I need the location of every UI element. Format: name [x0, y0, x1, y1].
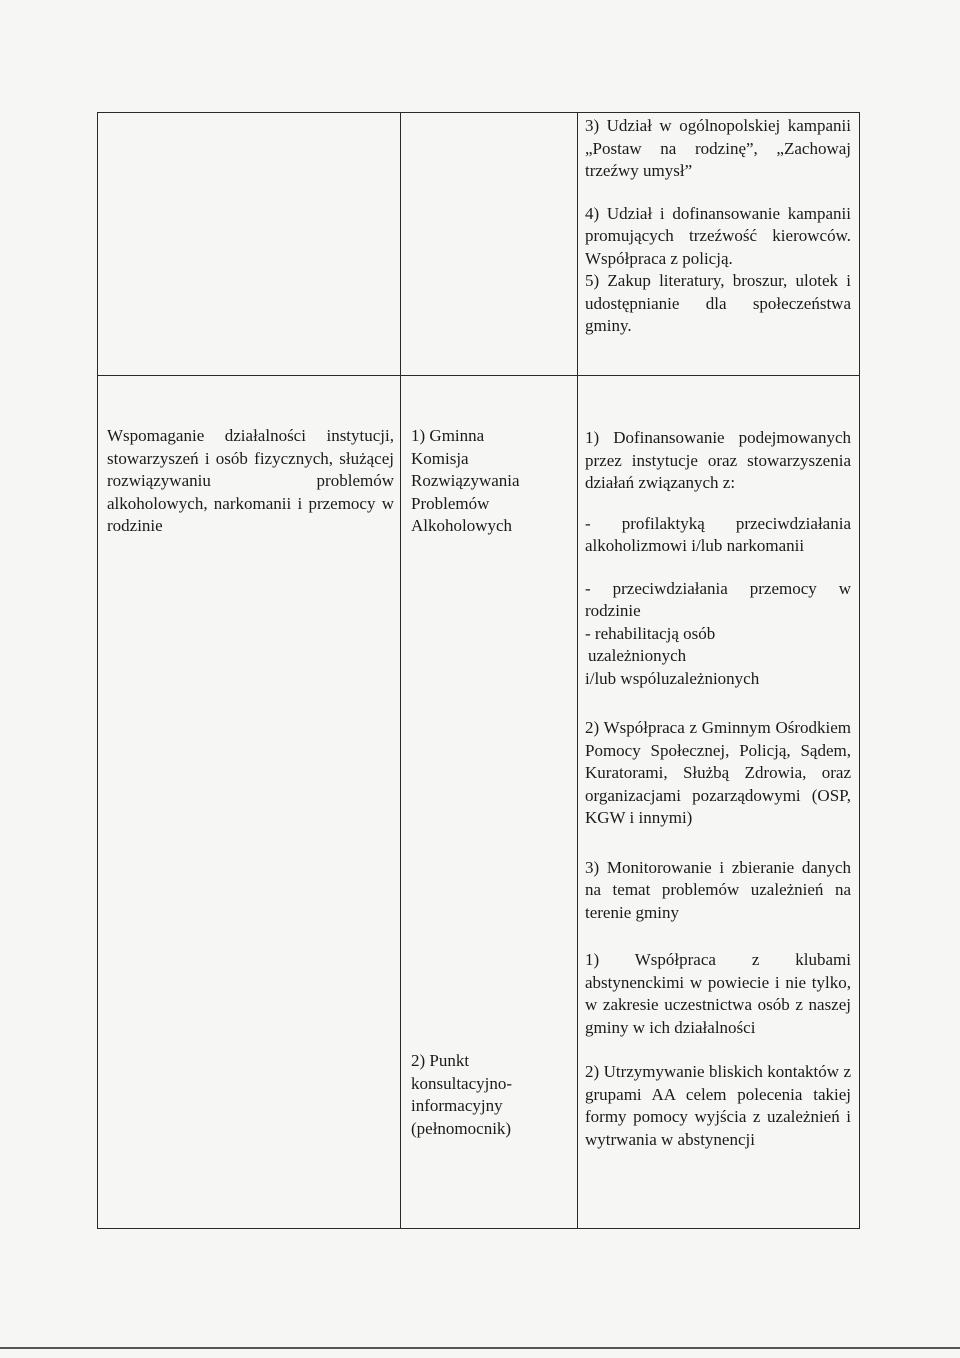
col4-item1: 1) Dofinansowanie podejmowanych przez instytucje oraz stowarzyszenia działań związanych z:: [585, 428, 851, 492]
top-col4-item4: 4) Udział i dofinansowanie kampanii promujących trzeźwość kierowców. Współpraca z policją.: [585, 203, 851, 268]
row2-col3-responsible-a: [411, 425, 541, 538]
col4-item2: 2) Współpraca z Gminnym Ośrodkiem Pomocy Społecznej, Policją, Sądem, Kuratorami, Służbą Zdrowia, oraz organizacjami pozarządowymi (OSP, KGW i innymi): [585, 718, 851, 827]
scan-edge-line: [0, 1347, 960, 1349]
col4-item1b: - przeciwdziałania przemocy w rodzinie: [585, 578, 851, 620]
punkt-label: 2) Punkt konsultacyjno-informacyjny (pełnomocnik): [411, 1051, 513, 1138]
top-col4-item3: 3) Udział w ogólnopolskiej kampanii „Postaw na rodzinę”, „Zachowaj trzeźwy umysł”: [585, 116, 851, 180]
col4-item5: 2) Utrzymywanie bliskich kontaktów z grupami AA celem polecenia takiej formy pomocy wyjścia z uzależnień i wytrwania w abstynencji: [585, 1062, 851, 1149]
row-divider: [97, 375, 860, 376]
col4-item1c-3: i/lub wspóluzależnionych: [585, 668, 760, 688]
row2-col3-responsible-b: [411, 1050, 551, 1140]
col4-item4: 1) Współpraca z klubami abstynenckimi w powiecie i nie tylko, w zakresie uczestnictwa osób z naszej gminy w ich działalności: [585, 950, 851, 1037]
col4-item1c: - rehabilitacją osób: [585, 623, 716, 643]
row2-col4: [585, 427, 851, 1151]
row2-col1-task: [107, 425, 394, 538]
top-col4-item5: 5) Zakup literatury, broszur, ulotek i udostępnianie dla społeczeństwa gminy.: [585, 271, 851, 335]
top-row-col4: [585, 115, 851, 338]
col-divider-1: [400, 112, 401, 1228]
task-description: Wspomaganie działalności instytucji, stowarzyszeń i osób fizycznych, służącej rozwiązywaniu problemów alkoholowych, narkomanii i przemocy w rodzinie: [107, 426, 394, 535]
col-divider-2: [577, 112, 578, 1228]
col4-item1a: - profilaktyką przeciwdziałania alkoholizmowi i/lub narkomanii: [585, 513, 851, 555]
col4-item3: 3) Monitorowanie i zbieranie danych na temat problemów uzależnień na terenie gminy: [585, 857, 851, 922]
gkrpa-label: 1) Gminna Komisja Rozwiązywania Problemów Alkoholowych: [411, 426, 520, 535]
col4-item1c-2: uzależnionych: [588, 646, 687, 665]
